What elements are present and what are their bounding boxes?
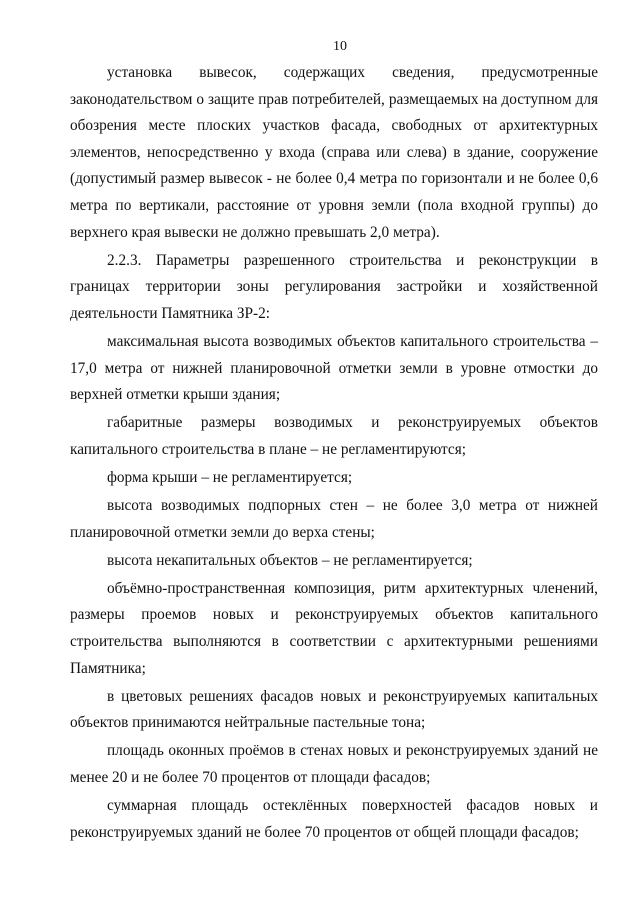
paragraph-composition: объёмно-пространственная композиция, ритм архитектурных членений, размеры проемов новых и реконструируемых объектов капитального строительства выполняются в соответствии с архитектурными решениями Памятника; xyxy=(70,579,598,677)
page-number: 10 xyxy=(333,39,347,54)
document-body xyxy=(70,60,598,846)
paragraph-noncapital-height: высота некапитальных объектов – не регламентируется; xyxy=(107,551,473,569)
paragraph-window-area: площадь оконных проёмов в стенах новых и реконструируемых зданий не менее 20 и не более 70 процентов от площади фасадов; xyxy=(70,742,598,786)
paragraph-retaining-walls: высота возводимых подпорных стен – не более 3,0 метра от нижней планировочной отметки земли до верха стены; xyxy=(70,497,598,541)
paragraph-roof-form: форма крыши – не регламентируется; xyxy=(107,468,353,486)
paragraph-color-solutions: в цветовых решениях фасадов новых и реконструируемых капитальных объектов принимаются нейтральные пастельные тона; xyxy=(70,687,598,732)
paragraph-plan-dimensions: габаритные размеры возводимых и реконструируемых объектов капитального строительства в плане – не регламентируются; xyxy=(70,414,598,458)
paragraph-signage: установка вывесок, содержащих сведения, предусмотренные законодательством о защите прав потребителей, размещаемых на доступном для обозрения месте плоских участков фасада, свободных от архитектурных элементов, непосредственно у входа (справа или слева) в здание, сооружение (допустимый размер вывесок - не более 0,4 метра по горизонтали и не более 0,6 метра по вертикали, расстояние от уровня земли (пола входной группы) до верхнего края вывески не должно превышать 2,0 метра). xyxy=(70,64,598,241)
paragraph-section-2-2-3-heading: 2.2.3. Параметры разрешенного строительства и реконструкции в границах территории зоны регулирования застройки и хозяйственной деятельности Памятника ЗР-2: xyxy=(70,251,598,322)
paragraph-max-height: максимальная высота возводимых объектов капитального строительства – 17,0 метра от нижней планировочной отметки земли в уровне отмостки до верхней отметки крыши здания; xyxy=(70,332,598,404)
paragraph-glazing-area: суммарная площадь остеклённых поверхностей фасадов новых и реконструируемых зданий не более 70 процентов от общей площади фасадов; xyxy=(70,797,598,841)
